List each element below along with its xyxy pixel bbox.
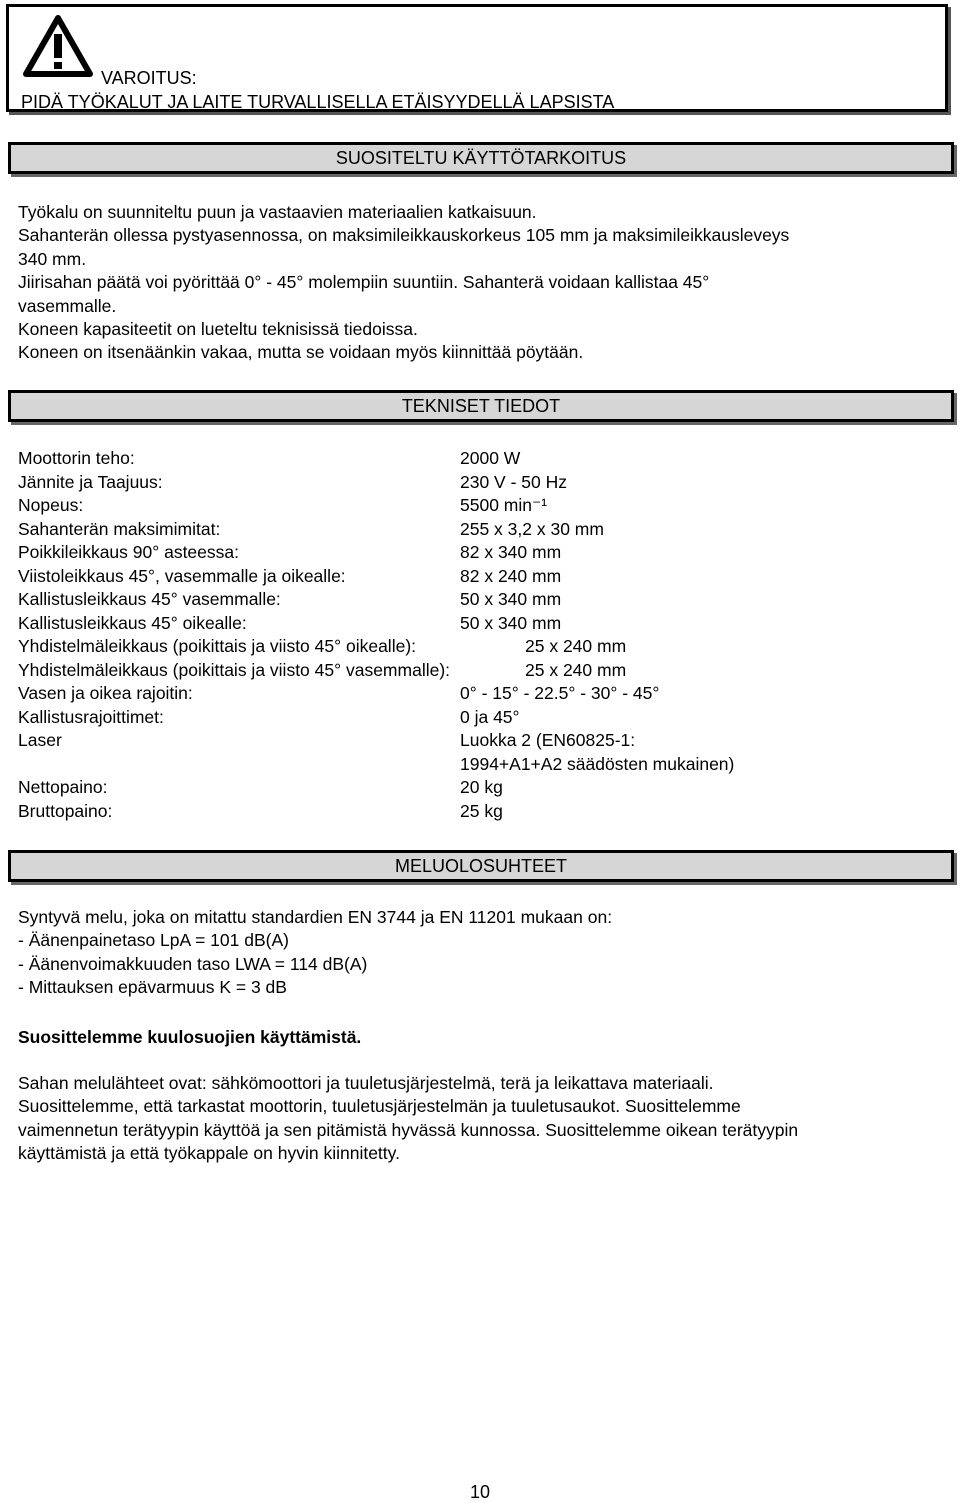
intended-use-line: Koneen kapasiteetit on lueteltu teknisissä tiedoissa.	[18, 319, 418, 340]
spec-row	[18, 541, 938, 565]
spec-value: 25 x 240 mm	[525, 659, 627, 680]
intended-use-line: vasemmalle.	[18, 295, 117, 316]
spec-value: 20 kg	[460, 777, 503, 797]
warning-title: VAROITUS:	[101, 68, 197, 88]
spec-label: Bruttopaino:	[18, 800, 113, 821]
intended-use-line: Jiirisahan päätä voi pyörittää 0° - 45° molempiin suuntiin. Sahanterä voidaan kallistaa 45°	[18, 272, 710, 293]
spec-row	[18, 494, 938, 518]
spec-value: 0 ja 45°	[460, 706, 520, 727]
spec-label: Vasen ja oikea rajoitin:	[18, 683, 193, 703]
intended-use-heading-text: SUOSITELTU KÄYTTÖTARKOITUS	[335, 148, 627, 168]
intended-use-text	[18, 201, 938, 365]
noise-sources-text	[18, 1072, 938, 1166]
noise-sources-line: Sahan melulähteet ovat: sähkömoottori ja tuuletusjärjestelmä, terä ja leikattava materiaali.	[18, 1073, 714, 1093]
spec-row	[18, 447, 938, 471]
spec-row	[18, 518, 938, 542]
spec-row	[18, 729, 938, 753]
spec-table	[18, 447, 938, 823]
noise-sources-line: käyttämistä ja että työkappale on hyvin kiinnitetty.	[18, 1143, 400, 1164]
spec-label: Jännite ja Taajuus:	[18, 471, 163, 492]
spec-value: 25 kg	[460, 800, 503, 821]
spec-value: 82 x 240 mm	[460, 565, 562, 586]
noise-line: - Äänenvoimakkuuden taso LWA = 114 dB(A)	[18, 953, 368, 974]
warning-text: PIDÄ TYÖKALUT JA LAITE TURVALLISELLA ETÄISYYDELLÄ LAPSISTA	[21, 92, 615, 112]
spec-label: Sahanterän maksimimitat:	[18, 518, 221, 539]
spec-value: 255 x 3,2 x 30 mm	[460, 518, 604, 539]
spec-row	[18, 800, 938, 824]
spec-value: 50 x 340 mm	[460, 589, 562, 609]
warning-box	[6, 4, 948, 112]
spec-label: Viistoleikkaus 45°, vasemmalle ja oikealle:	[18, 565, 346, 586]
spec-row	[18, 706, 938, 730]
spec-label: Yhdistelmäleikkaus (poikittais ja viisto 45° vasemmalle):	[18, 659, 451, 680]
hearing-protection-recommendation: Suosittelemme kuulosuojien käyttämistä.	[18, 1027, 362, 1047]
spec-row	[18, 659, 938, 683]
spec-row	[18, 635, 938, 659]
spec-value: 25 x 240 mm	[525, 636, 627, 656]
spec-value: 5500 min⁻¹	[460, 495, 548, 515]
noise-line: - Mittauksen epävarmuus K = 3 dB	[18, 977, 287, 998]
technical-data-heading	[8, 390, 954, 422]
spec-row	[18, 682, 938, 706]
intended-use-line: Sahanterän ollessa pystyasennossa, on maksimileikkauskorkeus 105 mm ja maksimileikkausleveys	[18, 225, 790, 246]
noise-text	[18, 906, 938, 1000]
noise-line: Syntyvä melu, joka on mitattu standardien EN 3744 ja EN 11201 mukaan on:	[18, 907, 613, 927]
noise-heading-text: MELUOLOSUHTEET	[394, 856, 568, 876]
spec-row	[18, 753, 938, 777]
warning-triangle-icon	[23, 15, 93, 77]
spec-row	[18, 612, 938, 636]
spec-row	[18, 776, 938, 800]
spec-row	[18, 471, 938, 495]
spec-label: Moottorin teho:	[18, 448, 135, 468]
spec-label: Yhdistelmäleikkaus (poikittais ja viisto 45° oikealle):	[18, 636, 417, 656]
spec-label: Poikkileikkaus 90° asteessa:	[18, 542, 239, 562]
spec-value: 1994+A1+A2 säädösten mukainen)	[460, 753, 735, 774]
spec-value: 50 x 340 mm	[460, 612, 562, 633]
spec-label: Kallistusleikkaus 45° vasemmalle:	[18, 589, 281, 609]
spec-label: Nopeus:	[18, 495, 84, 515]
noise-line: - Äänenpainetaso LpA = 101 dB(A)	[18, 930, 289, 951]
spec-value: 82 x 340 mm	[460, 542, 562, 562]
noise-sources-line: Suosittelemme, että tarkastat moottorin, tuuletusjärjestelmän ja tuuletusaukot. Suosittelemme	[18, 1096, 741, 1117]
technical-data-heading-text: TEKNISET TIEDOT	[401, 396, 561, 416]
spec-label: Laser	[18, 730, 62, 750]
spec-value: 2000 W	[460, 448, 521, 468]
noise-heading	[8, 850, 954, 882]
spec-row	[18, 565, 938, 589]
spec-value: 0° - 15° - 22.5° - 30° - 45°	[460, 683, 660, 703]
spec-label: Kallistusleikkaus 45° oikealle:	[18, 612, 247, 633]
intended-use-line: 340 mm.	[18, 248, 87, 269]
page-number: 10	[469, 1482, 491, 1502]
intended-use-line: Työkalu on suunniteltu puun ja vastaavien materiaalien katkaisuun.	[18, 202, 537, 222]
noise-sources-line: vaimennetun terätyypin käyttöä ja sen pitämistä hyvässä kunnossa. Suosittelemme oikean terätyypin	[18, 1119, 799, 1140]
intended-use-line: Koneen on itsenäänkin vakaa, mutta se voidaan myös kiinnittää pöytään.	[18, 342, 584, 363]
spec-label: Kallistusrajoittimet:	[18, 706, 164, 727]
spec-row	[18, 588, 938, 612]
spec-value: 230 V - 50 Hz	[460, 471, 567, 492]
spec-label: Nettopaino:	[18, 777, 108, 797]
intended-use-heading	[8, 142, 954, 174]
spec-value: Luokka 2 (EN60825-1:	[460, 730, 636, 750]
